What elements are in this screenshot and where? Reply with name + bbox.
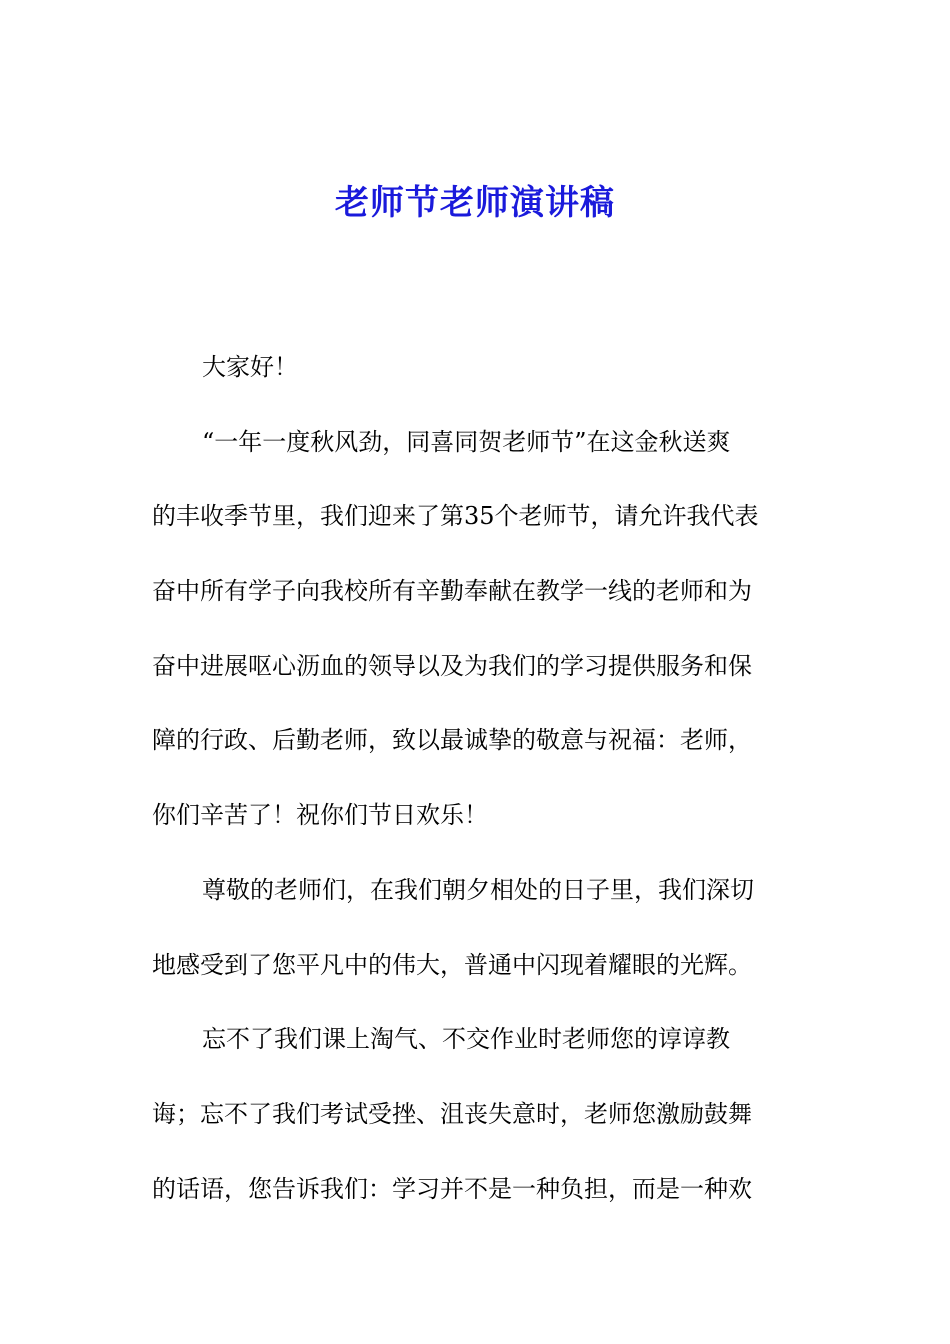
text-line: 尊敬的老师们，在我们朝夕相处的日子里，我们深切 <box>202 875 754 904</box>
document-body <box>152 330 802 1226</box>
text-line: 忘不了我们课上淘气、不交作业时老师您的谆谆教 <box>202 1025 730 1054</box>
text-line: 诲；忘不了我们考试受挫、沮丧失意时，老师您激励鼓舞 <box>152 1099 752 1128</box>
text-line: 地感受到了您平凡中的伟大，普通中闪现着耀眼的光辉。 <box>152 950 752 979</box>
text-line: 奋中进展呕心沥血的领导以及为我们的学习提供服务和保 <box>152 651 752 680</box>
text-line: 的话语，您告诉我们：学习并不是一种负担，而是一种欢 <box>152 1174 752 1203</box>
text-line: 你们辛苦了！祝你们节日欢乐！ <box>152 801 488 830</box>
text-line: 奋中所有学子向我校所有辛勤奉献在教学一线的老师和为 <box>152 577 752 606</box>
document-title: 老师节老师演讲稿 <box>335 183 615 223</box>
text-line: “一年一度秋风劲，同喜同贺老师节”在这金秋送爽 <box>202 427 731 456</box>
text-line: 障的行政、后勤老师，致以最诚挚的敬意与祝福：老师， <box>152 726 752 755</box>
text-line: 大家好！ <box>202 353 298 381</box>
text-line: 的丰收季节里，我们迎来了第35个老师节，请允许我代表 <box>152 502 759 531</box>
